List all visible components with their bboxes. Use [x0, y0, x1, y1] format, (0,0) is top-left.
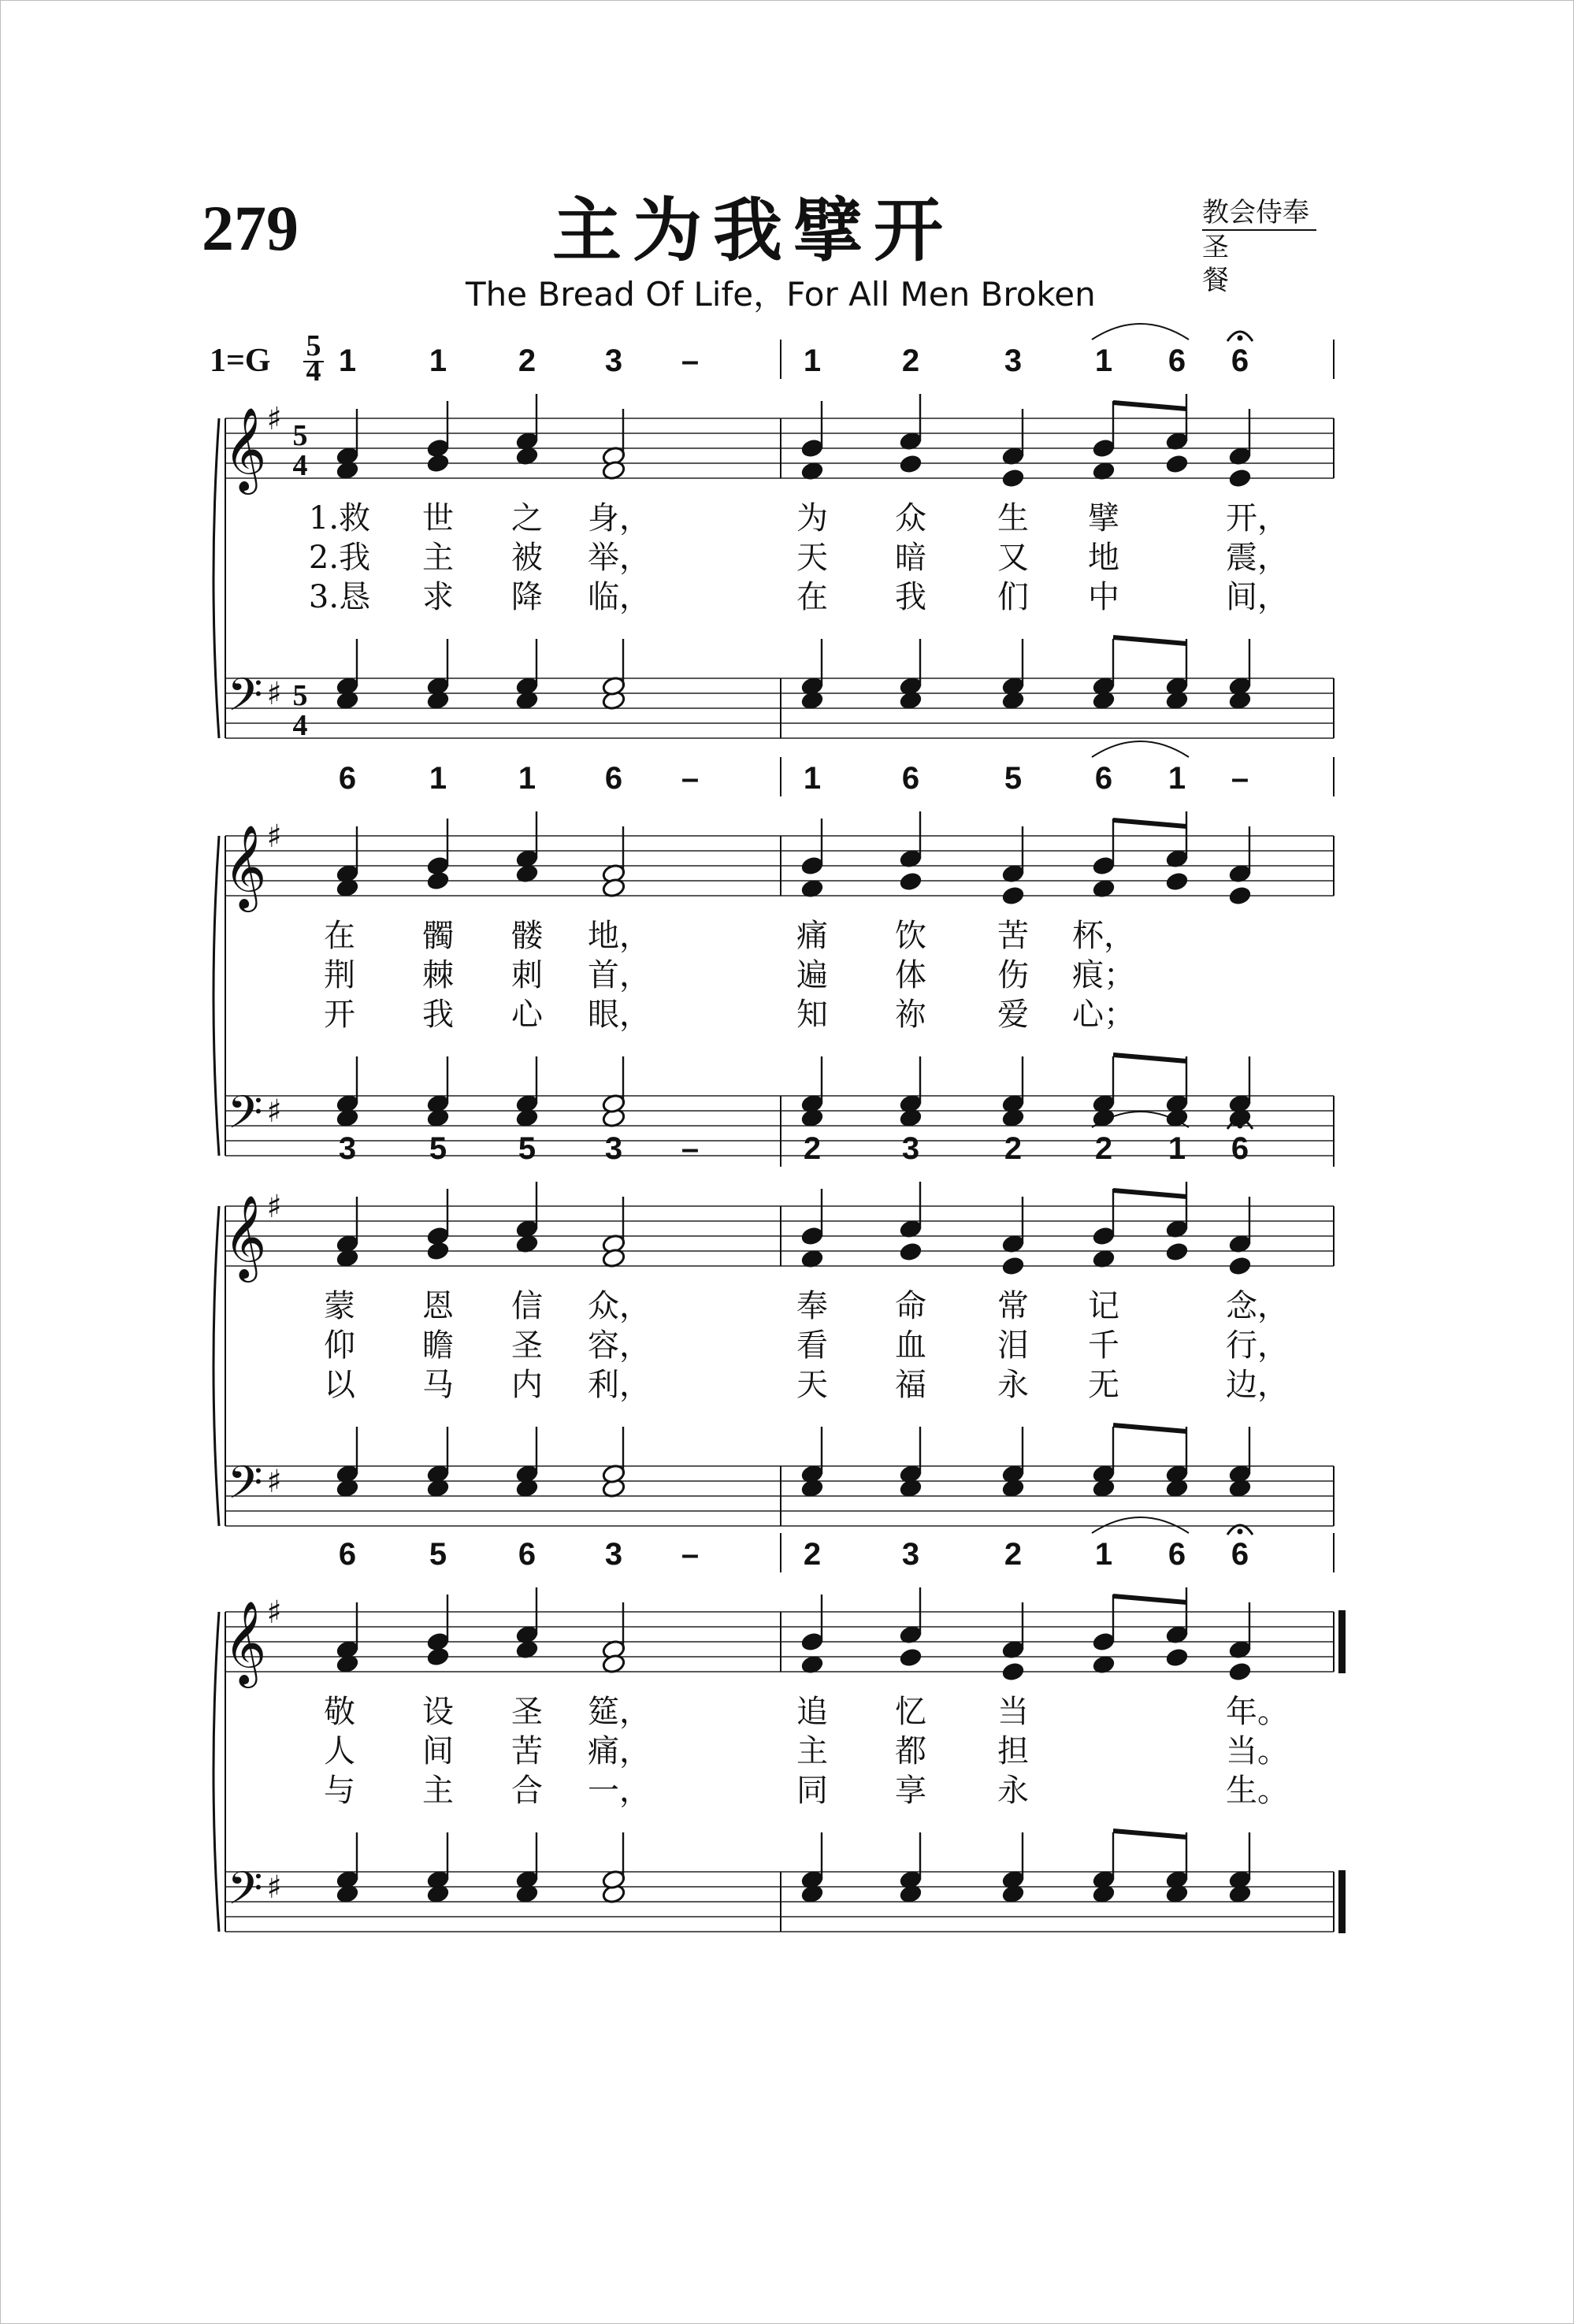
time-sig-bottom: 4 — [306, 355, 321, 388]
lyric-syllable: 2.我 — [308, 540, 371, 576]
jianpu-note: 1 — [803, 343, 822, 378]
sharp-icon: ♯ — [266, 819, 282, 855]
key-signature: 1=G — [210, 343, 271, 379]
lyric-syllable: 当 — [997, 1694, 1029, 1730]
lyric-syllable: 蒙 — [324, 1288, 355, 1324]
category-line-2: 圣餐 — [1202, 232, 1267, 296]
jianpu-note: 3 — [901, 1131, 920, 1166]
lyric-syllable: 棘 — [422, 957, 454, 993]
lyric-syllable: 圣 — [511, 1327, 543, 1364]
lyric-syllable: 痕； — [1072, 957, 1135, 993]
staff-time-bottom: 4 — [292, 709, 308, 742]
lyric-syllable: 主 — [422, 540, 454, 576]
time-sig-top: 5 — [306, 329, 321, 362]
lyric-syllable: 众 — [895, 500, 926, 536]
sharp-icon: ♯ — [266, 1869, 282, 1906]
lyric-syllable: 髅 — [511, 918, 543, 954]
lyric-syllable: 福 — [895, 1367, 926, 1403]
lyric-syllable: 边， — [1226, 1367, 1289, 1403]
jianpu-dash: – — [1231, 761, 1249, 796]
sharp-icon: ♯ — [266, 1189, 282, 1225]
system-bracket — [213, 418, 219, 738]
treble-clef-icon: 𝄞 — [223, 824, 267, 908]
note-head — [1165, 1647, 1190, 1669]
sharp-icon: ♯ — [266, 401, 282, 437]
hymn-title-english: The Bread Of Life，For All Men Broken — [466, 275, 1096, 314]
lyric-syllable: 记 — [1088, 1288, 1119, 1324]
note-head — [1228, 468, 1253, 489]
lyric-syllable: 震， — [1226, 540, 1289, 576]
jianpu-note: 2 — [803, 1537, 822, 1572]
treble-clef-icon: 𝄞 — [223, 1600, 267, 1684]
lyric-syllable: 杯， — [1072, 918, 1135, 954]
lyric-syllable: 中 — [1088, 579, 1119, 615]
lyric-syllable: 看 — [796, 1327, 828, 1364]
note-head — [426, 453, 451, 474]
beam — [1113, 403, 1186, 409]
lyric-syllable: 们 — [997, 579, 1029, 615]
sharp-icon: ♯ — [266, 676, 282, 712]
lyric-syllable: 千 — [1088, 1327, 1119, 1364]
lyric-syllable: 间， — [1226, 579, 1289, 615]
jianpu-note: 6 — [1094, 761, 1113, 796]
jianpu-note: 2 — [803, 1131, 822, 1166]
system-3 — [213, 1112, 1334, 1526]
fermata-dot — [1238, 336, 1243, 341]
lyric-syllable: 体 — [895, 957, 926, 993]
note-head — [1228, 1256, 1253, 1277]
lyric-syllable: 心 — [511, 997, 543, 1033]
lyric-syllable: 知 — [796, 997, 828, 1033]
jianpu-note: 6 — [338, 761, 357, 796]
lyric-syllable: 为 — [796, 500, 828, 536]
jianpu-note: 6 — [901, 761, 920, 796]
system-bracket — [213, 1206, 219, 1526]
jianpu-note: 5 — [1004, 761, 1023, 796]
note-head — [899, 1242, 923, 1263]
jianpu-note: 6 — [1168, 1537, 1186, 1572]
note-head — [1001, 1661, 1026, 1683]
note-head — [1165, 871, 1190, 893]
lyric-syllable: 与 — [324, 1773, 355, 1809]
beam — [1113, 637, 1186, 644]
note-head — [1001, 885, 1026, 907]
slur — [1092, 324, 1189, 340]
lyric-syllable: 1.救 — [308, 500, 371, 536]
lyric-syllable: 伤 — [997, 957, 1029, 993]
lyric-syllable: 心； — [1072, 997, 1135, 1033]
lyric-syllable: 众， — [588, 1288, 651, 1324]
staff-time-bottom: 4 — [292, 449, 308, 482]
lyric-syllable: 世 — [422, 500, 454, 536]
jianpu-note: 6 — [518, 1537, 536, 1572]
jianpu-note: 2 — [1004, 1537, 1023, 1572]
bass-clef-icon: 𝄢 — [227, 1456, 263, 1520]
note-head — [426, 1646, 451, 1668]
bass-clef-icon: 𝄢 — [227, 668, 263, 733]
system-bracket — [213, 836, 219, 1156]
category-line-1: 教会侍奉 — [1202, 196, 1316, 231]
jianpu-note: 1 — [429, 761, 447, 796]
lyric-syllable: 苦 — [997, 918, 1029, 954]
jianpu-note: 3 — [604, 1131, 623, 1166]
lyric-syllable: 筵， — [588, 1694, 651, 1730]
lyric-syllable: 苦 — [511, 1733, 543, 1769]
jianpu-note: 2 — [901, 343, 920, 378]
lyric-syllable: 降 — [511, 579, 543, 615]
jianpu-note: 2 — [1004, 1131, 1023, 1166]
jianpu-note: 1 — [338, 343, 357, 378]
lyric-syllable: 奉 — [796, 1288, 828, 1324]
beam — [1113, 820, 1186, 826]
beam — [1113, 1596, 1186, 1602]
lyric-syllable: 同 — [796, 1773, 828, 1809]
lyric-syllable: 在 — [324, 918, 355, 954]
lyric-syllable: 荆 — [324, 957, 355, 993]
hymn-number: 279 — [202, 192, 299, 264]
slur — [1092, 741, 1189, 757]
lyric-syllable: 容， — [588, 1327, 651, 1364]
jianpu-note: 2 — [1094, 1131, 1113, 1166]
lyric-syllable: 追 — [796, 1694, 828, 1730]
lyric-syllable: 求 — [422, 579, 454, 615]
lyric-syllable: 生。 — [1226, 1773, 1289, 1809]
fermata-dot — [1238, 1123, 1243, 1129]
note-head — [426, 871, 451, 892]
note-head — [1001, 1256, 1026, 1277]
bass-clef-icon: 𝄢 — [227, 1086, 263, 1150]
note-head — [899, 1647, 923, 1669]
jianpu-dash: – — [681, 1131, 700, 1166]
system-bracket — [213, 1612, 219, 1932]
lyric-syllable: 年。 — [1226, 1694, 1289, 1730]
lyric-syllable: 之 — [511, 500, 543, 536]
lyric-syllable: 首， — [588, 957, 651, 993]
lyric-syllable: 仰 — [324, 1327, 355, 1364]
lyric-syllable: 开， — [1226, 500, 1289, 536]
system-4 — [213, 1517, 1346, 1933]
jianpu-note: 1 — [1168, 761, 1186, 796]
lyric-syllable: 永 — [997, 1773, 1029, 1809]
lyric-syllable: 在 — [796, 579, 828, 615]
beam — [1113, 1055, 1186, 1061]
jianpu-note: 5 — [518, 1131, 536, 1166]
lyric-syllable: 信 — [511, 1288, 543, 1324]
jianpu-note: 6 — [1168, 343, 1186, 378]
lyric-syllable: 祢 — [895, 997, 926, 1033]
lyric-syllable: 天 — [796, 1367, 828, 1403]
lyric-syllable: 饮 — [895, 918, 926, 954]
hymn-title-chinese: 主为我擘开 — [552, 189, 955, 271]
note-head — [426, 1241, 451, 1262]
lyric-syllable: 当。 — [1226, 1733, 1289, 1769]
lyric-syllable: 3.恳 — [308, 579, 371, 615]
jianpu-note: 1 — [518, 761, 536, 796]
lyric-syllable: 恩 — [422, 1288, 454, 1324]
lyric-syllable: 被 — [511, 540, 543, 576]
lyric-syllable: 爱 — [997, 997, 1029, 1033]
jianpu-note: 1 — [803, 761, 822, 796]
slur — [1092, 1517, 1189, 1533]
beam — [1113, 1425, 1186, 1431]
jianpu-note: 3 — [1004, 343, 1023, 378]
lyric-syllable: 敬 — [324, 1694, 355, 1730]
jianpu-note: 1 — [1168, 1131, 1186, 1166]
system-1 — [210, 324, 1334, 742]
jianpu-note: 1 — [1094, 1537, 1113, 1572]
sharp-icon: ♯ — [266, 1464, 282, 1500]
note-head — [1228, 885, 1253, 907]
lyric-syllable: 痛， — [588, 1733, 651, 1769]
lyric-syllable: 合 — [511, 1773, 543, 1809]
staff-time-top: 5 — [292, 419, 308, 452]
fermata-dot — [1238, 1529, 1243, 1535]
lyric-syllable: 开 — [324, 997, 355, 1033]
lyric-syllable: 行， — [1226, 1327, 1289, 1364]
lyric-syllable: 担 — [997, 1733, 1029, 1769]
lyric-syllable: 血 — [895, 1327, 926, 1364]
treble-clef-icon: 𝄞 — [223, 1194, 267, 1279]
lyric-syllable: 痛 — [796, 918, 828, 954]
lyric-syllable: 一， — [588, 1773, 651, 1809]
jianpu-note: 5 — [429, 1131, 447, 1166]
lyric-syllable: 永 — [997, 1367, 1029, 1403]
lyric-syllable: 举， — [588, 540, 651, 576]
jianpu-note: 6 — [1231, 343, 1249, 378]
jianpu-note: 3 — [604, 1537, 623, 1572]
staff-time-top: 5 — [292, 679, 308, 712]
system-2 — [213, 741, 1334, 1156]
lyric-syllable: 泪 — [997, 1327, 1029, 1364]
lyric-syllable: 临， — [588, 579, 651, 615]
final-barline — [1338, 1870, 1346, 1933]
note-head — [899, 871, 923, 893]
lyric-syllable: 命 — [895, 1288, 926, 1324]
lyric-syllable: 地， — [588, 918, 651, 954]
jianpu-note: 6 — [1231, 1131, 1249, 1166]
lyric-syllable: 利， — [588, 1367, 651, 1403]
lyric-syllable: 遍 — [796, 957, 828, 993]
final-barline — [1338, 1610, 1346, 1673]
lyric-syllable: 马 — [422, 1367, 454, 1403]
jianpu-dash: – — [681, 1537, 700, 1572]
lyric-syllable: 念， — [1226, 1288, 1289, 1324]
note-head — [899, 454, 923, 475]
beam — [1113, 1190, 1186, 1197]
jianpu-dash: – — [681, 761, 700, 796]
jianpu-note: 6 — [604, 761, 623, 796]
lyric-syllable: 瞻 — [422, 1327, 454, 1364]
lyric-syllable: 我 — [895, 579, 926, 615]
lyric-syllable: 主 — [422, 1773, 454, 1809]
jianpu-note: 6 — [1231, 1537, 1249, 1572]
lyric-syllable: 常 — [997, 1288, 1029, 1324]
lyric-syllable: 天 — [796, 540, 828, 576]
lyric-syllable: 眼， — [588, 997, 651, 1033]
jianpu-note: 3 — [901, 1537, 920, 1572]
note-head — [1165, 1242, 1190, 1263]
jianpu-note: 2 — [518, 343, 536, 378]
sharp-icon: ♯ — [266, 1093, 282, 1130]
jianpu-note: 3 — [604, 343, 623, 378]
note-head — [1228, 1661, 1253, 1683]
treble-clef-icon: 𝄞 — [223, 407, 267, 491]
lyric-syllable: 擘 — [1088, 500, 1119, 536]
jianpu-note: 3 — [338, 1131, 357, 1166]
lyric-syllable: 内 — [511, 1367, 543, 1403]
jianpu-dash: – — [681, 343, 700, 378]
lyric-syllable: 都 — [895, 1733, 926, 1769]
jianpu-note: 6 — [338, 1537, 357, 1572]
lyric-syllable: 暗 — [895, 540, 926, 576]
lyric-syllable: 人 — [324, 1733, 355, 1769]
lyric-syllable: 无 — [1088, 1367, 1119, 1403]
note-head — [1001, 468, 1026, 489]
lyric-syllable: 刺 — [511, 957, 543, 993]
lyric-syllable: 我 — [422, 997, 454, 1033]
lyric-syllable: 身， — [588, 500, 651, 536]
lyric-syllable: 地 — [1088, 540, 1119, 576]
jianpu-note: 1 — [429, 343, 447, 378]
lyric-syllable: 又 — [997, 540, 1029, 576]
lyric-syllable: 圣 — [511, 1694, 543, 1730]
lyric-syllable: 主 — [796, 1733, 828, 1769]
lyric-syllable: 享 — [895, 1773, 926, 1809]
music-score — [1, 1, 1573, 2323]
beam — [1113, 1831, 1186, 1837]
lyric-syllable: 髑 — [422, 918, 454, 954]
lyric-syllable: 间 — [422, 1733, 454, 1769]
lyric-syllable: 忆 — [895, 1694, 926, 1730]
bass-clef-icon: 𝄢 — [227, 1862, 263, 1926]
sharp-icon: ♯ — [266, 1595, 282, 1631]
note-head — [1165, 454, 1190, 475]
lyric-syllable: 以 — [324, 1367, 355, 1403]
lyric-syllable: 生 — [997, 500, 1029, 536]
jianpu-note: 5 — [429, 1537, 447, 1572]
jianpu-note: 1 — [1094, 343, 1113, 378]
lyric-syllable: 设 — [422, 1694, 454, 1730]
